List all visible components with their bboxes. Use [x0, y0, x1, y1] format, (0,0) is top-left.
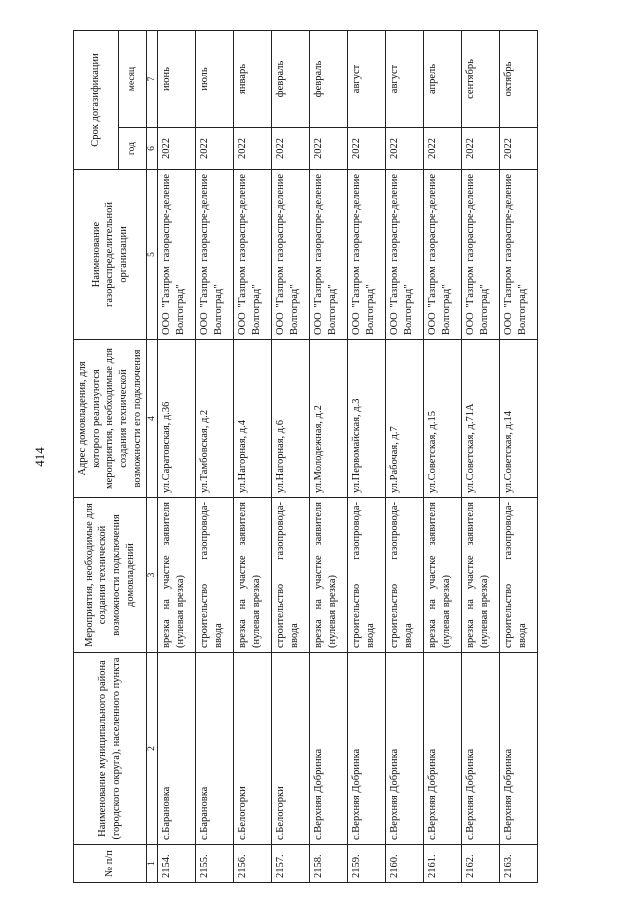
cell-year: 2022: [462, 128, 500, 170]
cell-measure: строительство газопровода-ввода: [500, 498, 538, 653]
cell-year: 2022: [386, 128, 424, 170]
header-num: № п/п: [74, 845, 147, 883]
cell-month: апрель: [424, 30, 462, 127]
cell-address: ул.Советская, д.71А: [462, 340, 500, 498]
cell-month: февраль: [272, 30, 310, 127]
cell-settlement: с.Верхняя Добринка: [310, 653, 348, 845]
cell-settlement: с.Верхняя Добринка: [386, 653, 424, 845]
cell-org: ООО "Газпром газораспре-деление Волгоград": [196, 170, 234, 340]
cell-month: октябрь: [500, 30, 538, 127]
cell-measure: строительство газопровода-ввода: [196, 498, 234, 653]
cell-settlement: с.Верхняя Добринка: [424, 653, 462, 845]
cell-org: ООО "Газпром газораспре-деление Волгоград": [424, 170, 462, 340]
cell-org: ООО "Газпром газораспре-деление Волгоград": [386, 170, 424, 340]
column-index: 2: [147, 653, 158, 845]
table-row: [348, 30, 386, 882]
cell-month: август: [348, 30, 386, 127]
cell-num: 2158.: [310, 845, 348, 883]
cell-measure: строительство газопровода-ввода: [272, 498, 310, 653]
header-settlement: Наименование муниципального района (городского округа), населенного пункта: [74, 653, 147, 845]
cell-measure: строительство газопровода-ввода: [386, 498, 424, 653]
cell-year: 2022: [310, 128, 348, 170]
cell-measure: врезка на участке заявителя (нулевая врезка): [234, 498, 272, 653]
header-term: Срок догазификации: [74, 30, 119, 169]
cell-address: ул.Тамбовская, д.2: [196, 340, 234, 498]
cell-num: 2160.: [386, 845, 424, 883]
cell-month: июль: [196, 30, 234, 127]
cell-org: ООО "Газпром газораспре-деление Волгоград": [272, 170, 310, 340]
cell-org: ООО "Газпром газораспре-деление Волгоград": [234, 170, 272, 340]
cell-org: ООО "Газпром газораспре-деление Волгоград": [500, 170, 538, 340]
header-address: Адрес домовладения, для которого реализуются мероприятия, необходимые для создания технической возможности его подключения: [74, 340, 147, 498]
cell-month: август: [386, 30, 424, 127]
cell-org: ООО "Газпром газораспре-деление Волгоград": [158, 170, 196, 340]
header-org: Наименование газораспределительной организации: [74, 170, 147, 340]
cell-settlement: с.Барановка: [196, 653, 234, 845]
table-row: [196, 30, 234, 882]
cell-address: ул.Первомайская, д.3: [348, 340, 386, 498]
cell-settlement: с.Верхняя Добринка: [500, 653, 538, 845]
cell-month: январь: [234, 30, 272, 127]
cell-num: 2156.: [234, 845, 272, 883]
column-index: 1: [147, 845, 158, 883]
cell-address: ул.Нагорная, д.4: [234, 340, 272, 498]
cell-num: 2154.: [158, 845, 196, 883]
cell-num: 2159.: [348, 845, 386, 883]
cell-address: ул.Молодежная, д.2: [310, 340, 348, 498]
cell-num: 2161.: [424, 845, 462, 883]
cell-address: ул.Советская, д.14: [500, 340, 538, 498]
cell-measure: врезка на участке заявителя (нулевая врезка): [310, 498, 348, 653]
table-row: [158, 30, 196, 882]
cell-num: 2157.: [272, 845, 310, 883]
cell-address: ул.Советская, д.15: [424, 340, 462, 498]
table-row: [386, 30, 424, 882]
cell-measure: врезка на участке заявителя (нулевая врезка): [424, 498, 462, 653]
table-row: [234, 30, 272, 882]
cell-address: ул.Рабочая, д.7: [386, 340, 424, 498]
table-row: [500, 30, 538, 882]
cell-org: ООО "Газпром газораспре-деление Волгоград": [462, 170, 500, 340]
cell-settlement: с.Белогорки: [272, 653, 310, 845]
cell-measure: врезка на участке заявителя (нулевая врезка): [158, 498, 196, 653]
cell-measure: строительство газопровода-ввода: [348, 498, 386, 653]
cell-settlement: с.Верхняя Добринка: [462, 653, 500, 845]
table-row: [310, 30, 348, 882]
cell-year: 2022: [234, 128, 272, 170]
column-index: 3: [147, 498, 158, 653]
cell-measure: врезка на участке заявителя (нулевая врезка): [462, 498, 500, 653]
cell-num: 2163.: [500, 845, 538, 883]
cell-settlement: с.Белогорки: [234, 653, 272, 845]
cell-month: июнь: [158, 30, 196, 127]
cell-num: 2155.: [196, 845, 234, 883]
cell-settlement: с.Верхняя Добринка: [348, 653, 386, 845]
column-index: 5: [147, 170, 158, 340]
cell-org: ООО "Газпром газораспре-деление Волгоград": [348, 170, 386, 340]
rotated-table-container: [73, 31, 593, 883]
page-number: 414: [32, 447, 47, 467]
cell-month: февраль: [310, 30, 348, 127]
table-row: [272, 30, 310, 882]
header-year: год: [118, 128, 147, 170]
cell-org: ООО "Газпром газораспре-деление Волгоград": [310, 170, 348, 340]
cell-year: 2022: [500, 128, 538, 170]
cell-num: 2162.: [462, 845, 500, 883]
cell-address: ул.Саратовская, д.36: [158, 340, 196, 498]
cell-year: 2022: [272, 128, 310, 170]
gasification-table: [73, 30, 538, 883]
cell-year: 2022: [348, 128, 386, 170]
cell-month: сентябрь: [462, 30, 500, 127]
table-row: [462, 30, 500, 882]
column-index-row: [147, 30, 158, 882]
cell-year: 2022: [196, 128, 234, 170]
cell-year: 2022: [158, 128, 196, 170]
column-index: 4: [147, 340, 158, 498]
column-index: 6: [147, 128, 158, 170]
header-measure: Мероприятия, необходимые для создания технической возможности подключения домовладений: [74, 498, 147, 653]
header-month: месяц: [118, 30, 147, 127]
cell-settlement: с.Барановка: [158, 653, 196, 845]
column-index: 7: [147, 30, 158, 127]
cell-address: ул.Нагорная, д.6: [272, 340, 310, 498]
table-row: [424, 30, 462, 882]
cell-year: 2022: [424, 128, 462, 170]
